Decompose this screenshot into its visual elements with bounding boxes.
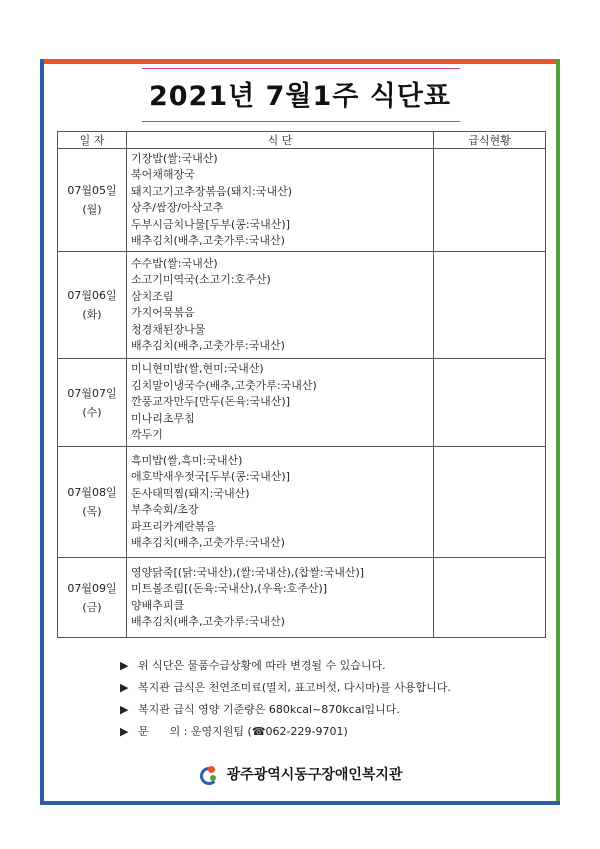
note-text: 위 식단은 물품수급상황에 따라 변경될 수 있습니다. (138, 659, 386, 672)
day-cell (58, 558, 127, 638)
menu-item: 돈사태떡찜(돼지:국내산) (131, 486, 250, 500)
menu-item: 상추/쌈장/아삭고추 (131, 201, 224, 214)
menu-cell (127, 149, 434, 252)
menu-cell (127, 252, 434, 359)
note-item (120, 721, 451, 743)
menu-table-body (58, 149, 546, 638)
menu-item: 기장밥(쌀:국내산) (131, 151, 218, 165)
status-cell (434, 252, 546, 359)
menu-item: 애호박새우젓국[두부(콩:국내산)] (131, 470, 291, 483)
table-row (58, 447, 546, 558)
page-title: 2021년 7월1주 식단표 (148, 81, 451, 112)
menu-item: 파프리카계란볶음 (131, 519, 217, 533)
menu-item: 미니현미밥(쌀,현미:국내산) (131, 362, 264, 376)
note-item (120, 699, 451, 721)
menu-item: 수수밥(쌀:국내산) (131, 256, 218, 270)
day-date: 07월08일 (67, 486, 117, 499)
note-arrow-icon: ▶ (120, 659, 129, 672)
status-cell (434, 447, 546, 558)
menu-item: 배추김치(배추,고춧가루:국내산) (131, 339, 285, 352)
note-arrow-icon: ▶ (120, 681, 129, 694)
menu-item: 부추숙회/초장 (131, 503, 199, 516)
menu-item: 깐풍교자만두[만두(돈육:국내산)] (131, 395, 291, 409)
table-row (58, 149, 546, 252)
day-cell (58, 149, 127, 252)
header-date: 일 자 (58, 132, 127, 149)
status-cell (434, 149, 546, 252)
status-cell (434, 359, 546, 447)
org-name: 광주광역시동구장애인복지관 (226, 766, 403, 783)
frame-right-bar (556, 59, 560, 804)
note-item (120, 655, 451, 677)
menu-table (57, 131, 546, 638)
menu-item: 김치말이냉국수(배추,고춧가루:국내산) (131, 378, 317, 392)
menu-item: 가지어묵볶음 (131, 306, 195, 319)
note-arrow-icon: ▶ (120, 725, 129, 738)
menu-cell (127, 359, 434, 447)
menu-item: 청경채된장나물 (131, 322, 206, 336)
day-weekday: (수) (82, 405, 102, 419)
notes-list (120, 655, 451, 743)
note-text: 복지관 급식은 천연조미료(멸치, 표고버섯, 다시마)를 사용합니다. (138, 681, 451, 694)
day-date: 07월07일 (67, 386, 117, 400)
day-date: 07월09일 (67, 581, 117, 595)
day-date: 07월06일 (67, 289, 117, 302)
menu-cell (127, 558, 434, 638)
menu-item: 배추김치(배추,고춧가루:국내산) (131, 536, 285, 549)
day-cell (58, 252, 127, 359)
header-menu: 식 단 (127, 132, 434, 149)
org-logo-icon (198, 764, 218, 784)
menu-cell (127, 447, 434, 558)
title-top-line (142, 68, 460, 69)
title-bottom-line (142, 121, 460, 122)
frame-bottom-bar (40, 801, 560, 805)
day-weekday: (화) (82, 308, 102, 321)
frame-top-bar (40, 59, 560, 64)
menu-item: 두부시금치나물[두부(콩:국내산)] (131, 217, 291, 231)
day-cell (58, 447, 127, 558)
table-row (58, 558, 546, 638)
status-cell (434, 558, 546, 638)
day-weekday: (금) (82, 600, 102, 614)
menu-item: 양배추피클 (131, 598, 185, 612)
menu-item: 미나리초무침 (131, 411, 195, 425)
menu-item: 소고기미역국(소고기:호주산) (131, 273, 271, 286)
day-weekday: (월) (82, 203, 102, 216)
header-status: 급식현황 (434, 132, 546, 149)
day-weekday: (목) (82, 505, 102, 518)
table-row (58, 359, 546, 447)
note-item (120, 677, 451, 699)
table-row (58, 252, 546, 359)
menu-item: 돼지고기고추장볶음(돼지:국내산) (131, 184, 293, 198)
menu-item: 깍두기 (131, 428, 163, 442)
day-date: 07월05일 (67, 184, 117, 197)
frame-left-bar (40, 59, 44, 804)
menu-item: 배추김치(배추,고춧가루:국내산) (131, 615, 285, 628)
menu-item: 영양닭죽[(닭:국내산),(쌀:국내산),(찹쌀:국내산)] (131, 565, 365, 579)
day-cell (58, 359, 127, 447)
menu-item: 미트볼조림[(돈육:국내산),(우육:호주산)] (131, 582, 328, 595)
note-text: 복지관 급식 영양 기준량은 680kcal~870kcal입니다. (138, 703, 400, 716)
menu-item: 배추김치(배추,고춧가루:국내산) (131, 234, 285, 247)
footer (0, 763, 600, 784)
note-text: 문 의 : 운영지원팀 (☎062-229-9701) (138, 725, 348, 738)
menu-item: 삼치조림 (131, 289, 174, 303)
note-arrow-icon: ▶ (120, 703, 129, 716)
menu-item: 북어채해장국 (131, 168, 195, 181)
menu-item: 흑미밥(쌀,흑미:국내산) (131, 453, 243, 467)
table-header-row (58, 132, 546, 149)
